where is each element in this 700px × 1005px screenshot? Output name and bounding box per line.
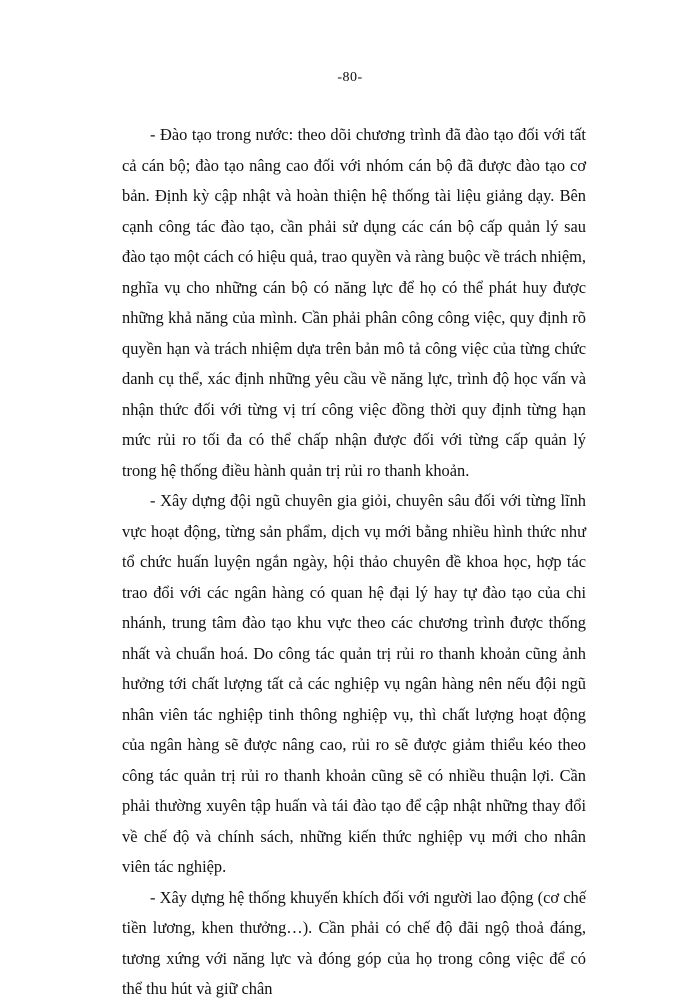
paragraph-domestic-training: - Đào tạo trong nước: theo dõi chương trình đã đào tạo đối với tất cả cán bộ; đào tạo nâng cao đối với nhóm cán bộ đã được đào tạo cơ bản. Định kỳ cập nhật và hoàn thiện hệ thống tài liệu giảng dạy. Bên cạnh công tác đào tạo, cần phải sử dụng các cán bộ cấp quản lý sau đào tạo một cách có hiệu quả, trao quyền và ràng buộc về trách nhiệm, nghĩa vụ cho những cán bộ có năng lực để họ có thể phát huy được những khả năng của mình. Cần phải phân công công việc, quy định rõ quyền hạn và trách nhiệm dựa trên bản mô tả công việc của từng chức danh cụ thể, xác định những yêu cầu về năng lực, trình độ học vấn và nhận thức đối với từng vị trí công việc đồng thời quy định từng hạn mức rủi ro tối đa có thể chấp nhận được đối với từng cấp quản lý trong hệ thống điều hành quản trị rủi ro thanh khoản. [122,125,586,480]
page-number: -80- [337,70,363,85]
paragraph-incentive-system: - Xây dựng hệ thống khuyến khích đối với người lao động (cơ chế tiền lương, khen thưởng…). Cần phải có chế độ đãi ngộ thoả đáng, tương xứng với năng lực và đóng góp của họ trong công việc để có thể thu hút và giữ chân [122,887,586,998]
body-text [122,120,586,1005]
paragraph-expert-team: - Xây dựng đội ngũ chuyên gia giỏi, chuyên sâu đối với từng lĩnh vực hoạt động, từng sản phẩm, dịch vụ mới bằng nhiều hình thức như tổ chức huấn luyện ngắn ngày, hội thảo chuyên đề khoa học, hợp tác trao đổi với các ngân hàng có quan hệ đại lý hay tự đào tạo của chi nhánh, trung tâm đào tạo khu vực theo các chương trình được thống nhất và chuẩn hoá. Do công tác quản trị rủi ro thanh khoản cũng ảnh hưởng tới chất lượng tất cả các nghiệp vụ ngân hàng nên nếu đội ngũ nhân viên tác nghiệp tinh thông nghiệp vụ, thì chất lượng hoạt động của ngân hàng sẽ được nâng cao, rủi ro sẽ được giảm thiểu kéo theo công tác quản trị rủi ro thanh khoản cũng sẽ có nhiều thuận lợi. Cần phải thường xuyên tập huấn và tái đào tạo để cập nhật những thay đổi về chế độ và chính sách, những kiến thức nghiệp vụ mới cho nhân viên tác nghiệp. [122,491,586,876]
